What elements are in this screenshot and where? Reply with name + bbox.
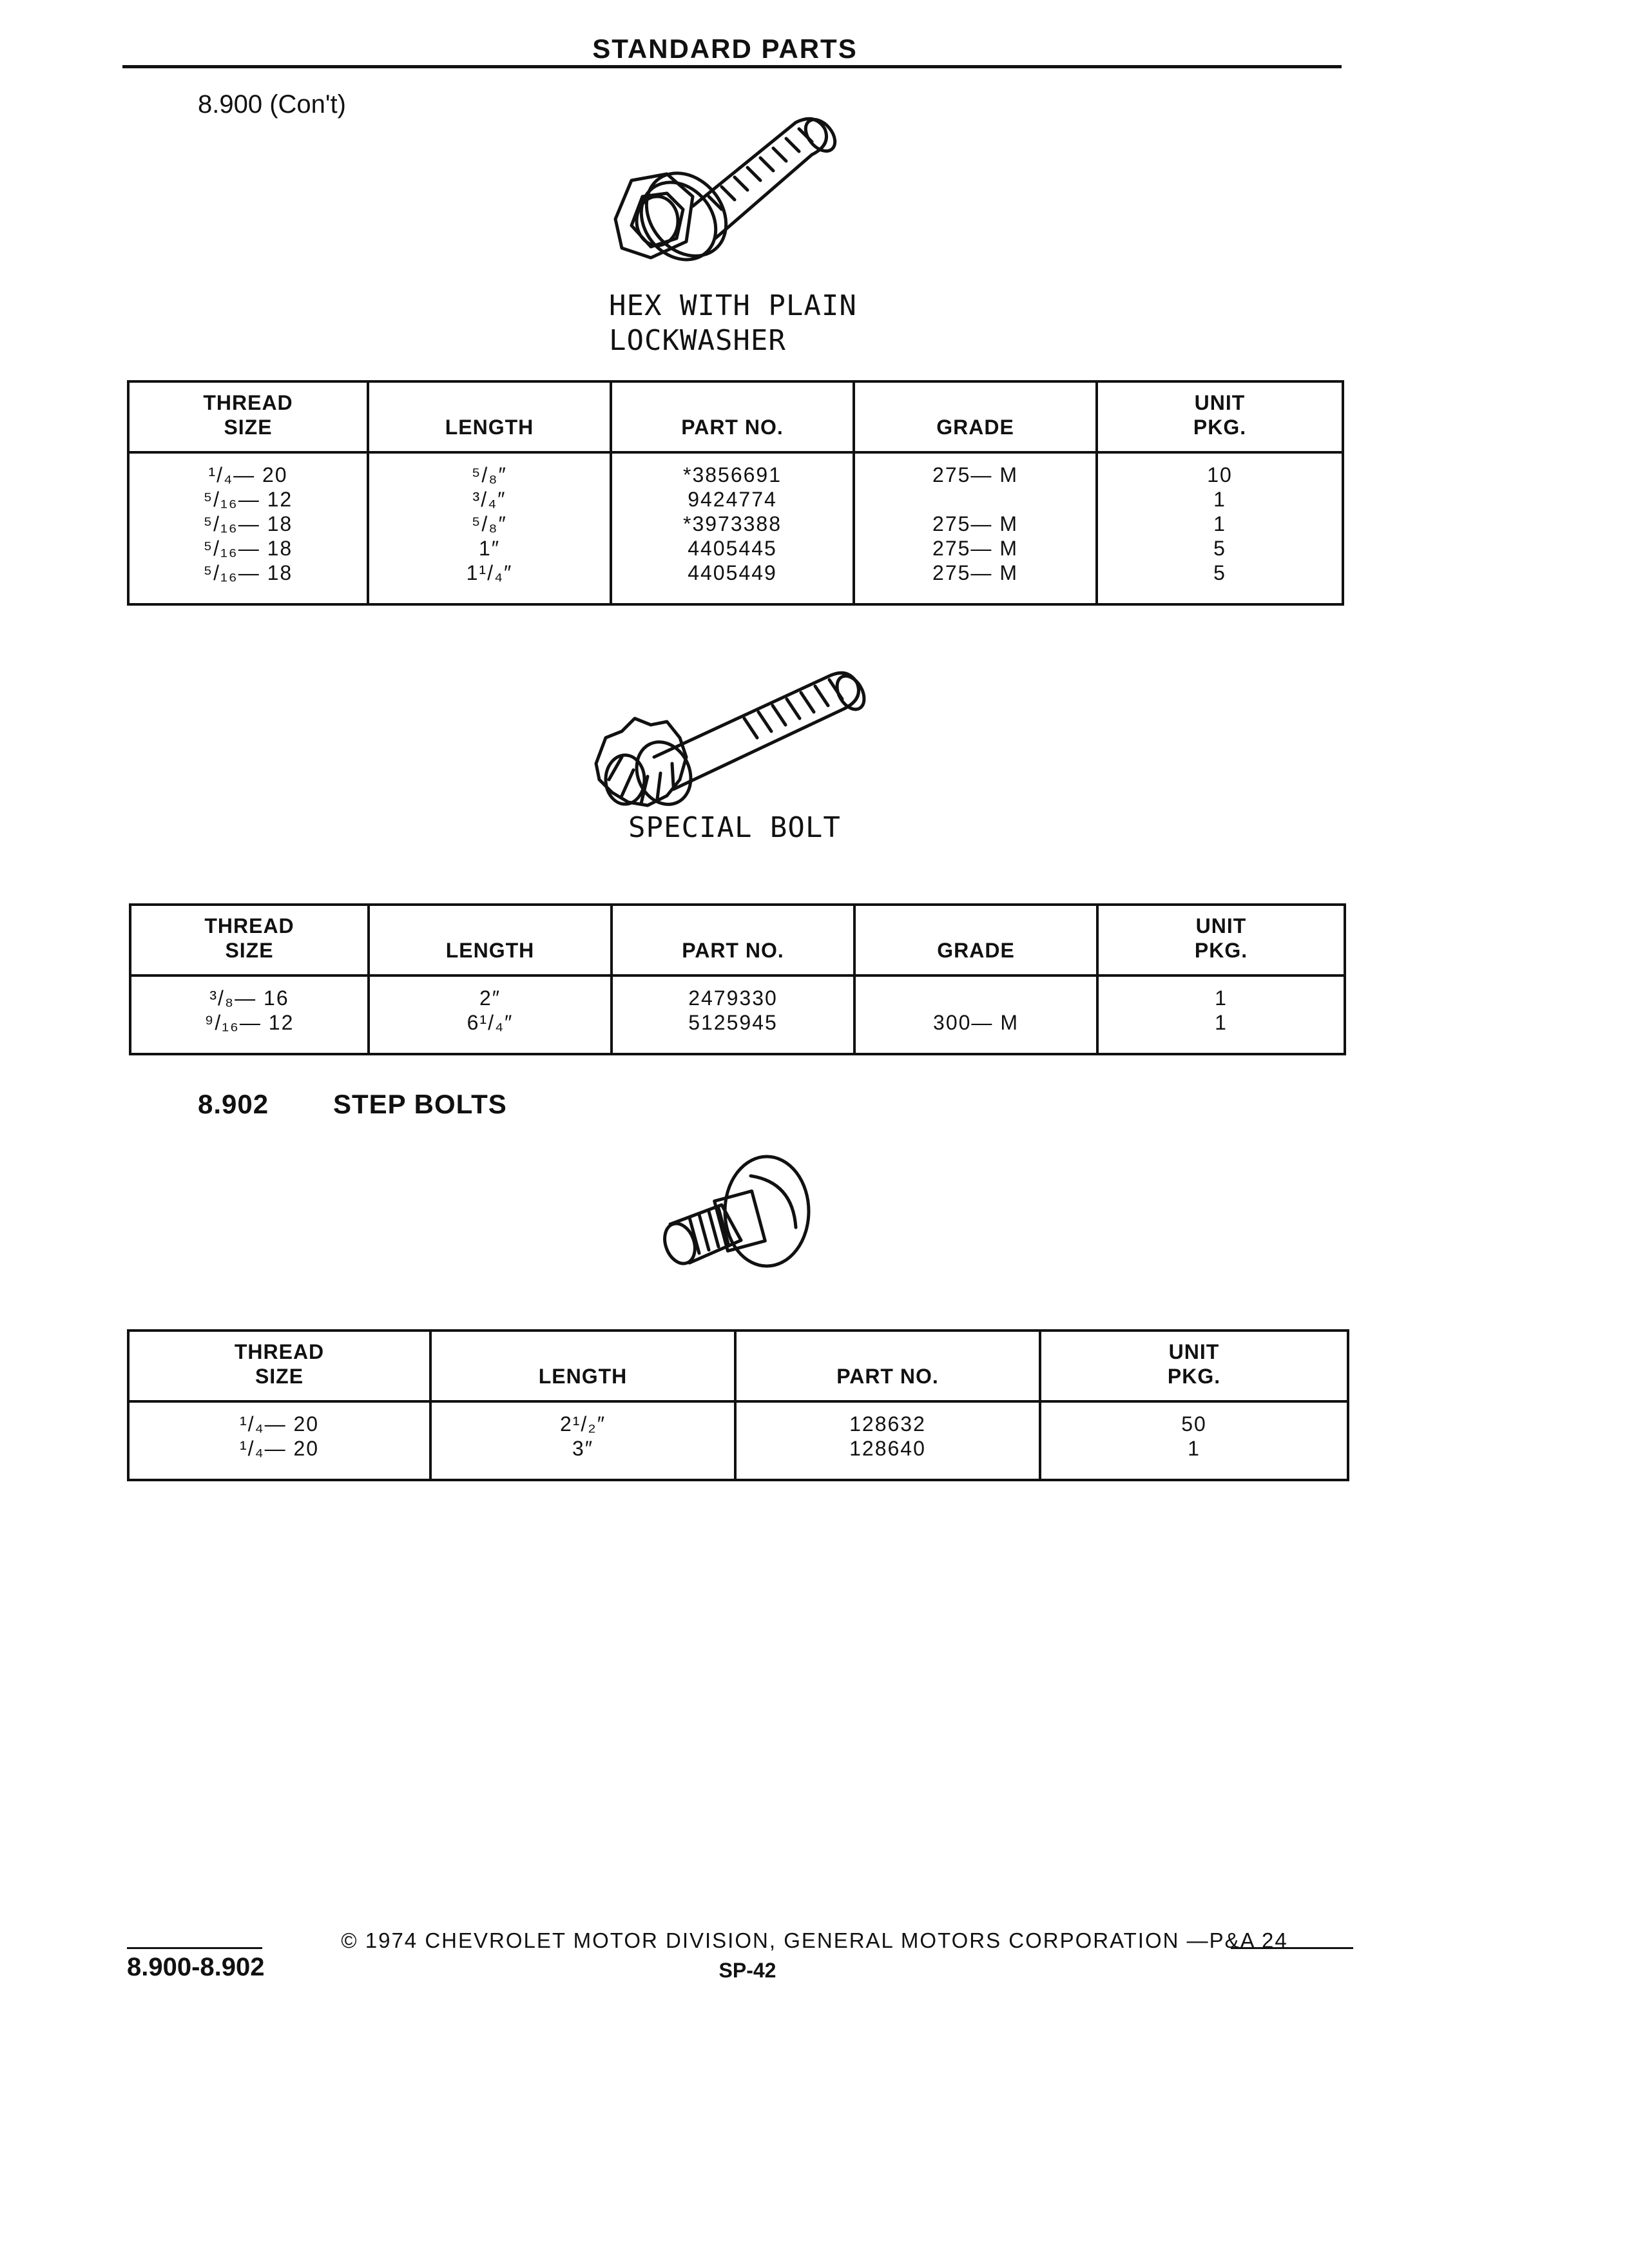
- table-cell: 275— M: [854, 536, 1097, 561]
- table-cell: 300— M: [854, 1010, 1097, 1054]
- header-line: PKG.: [1193, 416, 1247, 439]
- table-cell: 1: [1040, 1436, 1348, 1480]
- column-header-unit-pkg: [1097, 905, 1345, 975]
- table-cell: 1¹/₄″: [368, 561, 611, 604]
- header-line: THREAD: [234, 1340, 325, 1363]
- table-header-row: [128, 1331, 1348, 1401]
- table-cell: [854, 487, 1097, 512]
- table-row: [130, 975, 1345, 1010]
- table-cell: 3″: [430, 1436, 735, 1480]
- table-cell: 128640: [735, 1436, 1040, 1480]
- section-number: 8.902: [198, 1089, 269, 1119]
- table-cell: ³/₄″: [368, 487, 611, 512]
- column-header-unit-pkg: [1040, 1331, 1348, 1401]
- parts-table-step-bolts: [127, 1329, 1349, 1481]
- table-cell: ³/₈— 16: [130, 975, 369, 1010]
- header-line: SIZE: [224, 416, 273, 439]
- table-cell: 1: [1097, 512, 1343, 536]
- parts-table-hex-lockwasher: [127, 380, 1344, 606]
- column-header-length: LENGTH: [368, 381, 611, 452]
- table-cell: *3973388: [611, 512, 854, 536]
- column-header-thread-size: [128, 381, 368, 452]
- table-cell: 275— M: [854, 512, 1097, 536]
- table-cell: ⁵/₁₆— 18: [128, 536, 368, 561]
- figure-caption: SPECIAL BOLT: [628, 811, 841, 844]
- table-row: [128, 536, 1343, 561]
- table-cell: 1: [1097, 975, 1345, 1010]
- special-twelve-point-bolt-icon: [583, 641, 880, 822]
- table-cell: ⁵/₈″: [368, 512, 611, 536]
- hex-bolt-with-lockwasher-icon: [602, 100, 847, 274]
- table-cell: 1″: [368, 536, 611, 561]
- table-cell: 4405445: [611, 536, 854, 561]
- table-cell: ¹/₄— 20: [128, 1401, 430, 1436]
- table-cell: ⁵/₈″: [368, 452, 611, 487]
- table-row: [128, 452, 1343, 487]
- table-cell: 5: [1097, 561, 1343, 604]
- table-cell: ⁵/₁₆— 18: [128, 561, 368, 604]
- table-header-row: [128, 381, 1343, 452]
- footer-section-range: 8.900-8.902: [127, 1953, 265, 1981]
- table-cell: [854, 975, 1097, 1010]
- table-row: [128, 1436, 1348, 1480]
- table-cell: 5: [1097, 536, 1343, 561]
- header-line: SIZE: [255, 1365, 304, 1388]
- figure-caption: [609, 289, 857, 358]
- table-row: [128, 487, 1343, 512]
- table-cell: 50: [1040, 1401, 1348, 1436]
- table-cell: ¹/₄— 20: [128, 1436, 430, 1480]
- column-header-grade: GRADE: [854, 905, 1097, 975]
- caption-line: HEX WITH PLAIN: [609, 289, 857, 322]
- header-line: THREAD: [204, 914, 294, 937]
- header-line: UNIT: [1168, 1340, 1220, 1363]
- table-cell: ⁵/₁₆— 12: [128, 487, 368, 512]
- page-title: STANDARD PARTS: [592, 34, 858, 64]
- section-title: STEP BOLTS: [333, 1089, 507, 1119]
- step-bolt-icon: [644, 1150, 831, 1279]
- table-cell: 275— M: [854, 561, 1097, 604]
- table-cell: *3856691: [611, 452, 854, 487]
- header-rule: [122, 65, 1342, 68]
- table-cell: 275— M: [854, 452, 1097, 487]
- header-line: UNIT: [1195, 914, 1247, 937]
- table-cell: 10: [1097, 452, 1343, 487]
- table-cell: ⁹/₁₆— 12: [130, 1010, 369, 1054]
- table-cell: 2″: [369, 975, 612, 1010]
- column-header-part-no: PART NO.: [611, 381, 854, 452]
- table-cell: 9424774: [611, 487, 854, 512]
- table-cell: 5125945: [612, 1010, 854, 1054]
- column-header-length: LENGTH: [369, 905, 612, 975]
- table-cell: 1: [1097, 487, 1343, 512]
- table-cell: 128632: [735, 1401, 1040, 1436]
- table-row: [128, 1401, 1348, 1436]
- table-cell: 6¹/₄″: [369, 1010, 612, 1054]
- table-cell: 1: [1097, 1010, 1345, 1054]
- table-row: [128, 512, 1343, 536]
- column-header-grade: GRADE: [854, 381, 1097, 452]
- table-row: [128, 561, 1343, 604]
- column-header-thread-size: [130, 905, 369, 975]
- header-line: PKG.: [1167, 1365, 1221, 1388]
- header-line: SIZE: [225, 939, 274, 962]
- table-row: [130, 1010, 1345, 1054]
- column-header-unit-pkg: [1097, 381, 1343, 452]
- table-cell: ⁵/₁₆— 18: [128, 512, 368, 536]
- table-header-row: [130, 905, 1345, 975]
- table-cell: 4405449: [611, 561, 854, 604]
- header-line: UNIT: [1194, 391, 1246, 414]
- column-header-part-no: PART NO.: [612, 905, 854, 975]
- header-line: PKG.: [1194, 939, 1248, 962]
- table-cell: ¹/₄— 20: [128, 452, 368, 487]
- caption-line: LOCKWASHER: [609, 324, 786, 357]
- section-continued-label: 8.900 (Con't): [198, 90, 346, 119]
- table-cell: 2¹/₂″: [430, 1401, 735, 1436]
- header-line: THREAD: [203, 391, 293, 414]
- footer-page-number: SP-42: [718, 1959, 776, 1982]
- footer-copyright: © 1974 CHEVROLET MOTOR DIVISION, GENERAL MOTORS CORPORATION —P&A 24: [341, 1928, 1288, 1952]
- column-header-part-no: PART NO.: [735, 1331, 1040, 1401]
- column-header-length: LENGTH: [430, 1331, 735, 1401]
- table-cell: 2479330: [612, 975, 854, 1010]
- parts-table-special-bolt: [129, 903, 1346, 1055]
- column-header-thread-size: [128, 1331, 430, 1401]
